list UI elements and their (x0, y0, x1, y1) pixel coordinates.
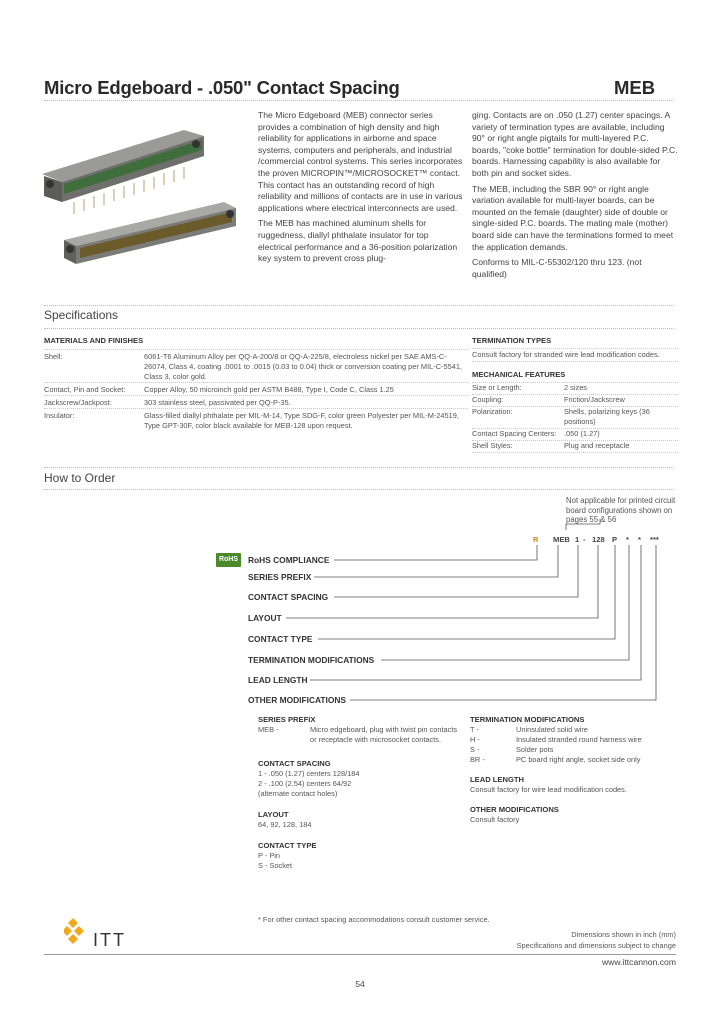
materials-label: Contact, Pin and Socket: (44, 385, 126, 394)
series-prefix-code: MEB - (258, 725, 279, 734)
termination-mod-row (470, 735, 678, 745)
termination-mod-desc: Uninsulated solid wire (516, 725, 588, 734)
lead-length-heading: LEAD LENGTH (470, 775, 524, 784)
order-label-series-prefix: SERIES PREFIX (248, 572, 312, 582)
series-prefix-heading: SERIES PREFIX (258, 715, 316, 724)
mechanical-value: Shells, polarizing keys (36 positions) (564, 407, 650, 426)
itt-logo-icon (64, 918, 90, 946)
materials-label: Jackscrew/Jackpost: (44, 398, 112, 407)
callout-line-spacing (334, 545, 578, 597)
mechanical-value: .050 (1.27) (564, 429, 600, 438)
termination-mod-row (470, 755, 678, 765)
order-label-other: OTHER MODIFICATIONS (248, 695, 347, 705)
layout-heading: LAYOUT (258, 810, 289, 819)
order-label-layout: LAYOUT (248, 613, 282, 623)
callout-line-termination (381, 545, 629, 660)
contact-type-line: S - Socket (258, 861, 293, 870)
termination-mod-code: H - (470, 735, 480, 744)
mechanical-value: Plug and receptacle (564, 441, 630, 450)
order-label-contact-spacing: CONTACT SPACING (248, 592, 329, 602)
materials-value: Copper Alloy, 50 microinch gold per ASTM B488, Type I, Code C, Class 1.25 (144, 385, 394, 394)
mechanical-label: Polarization: (472, 407, 513, 416)
part-code-lead: * (638, 535, 641, 544)
materials-heading: MATERIALS AND FINISHES (44, 336, 144, 345)
other-mods-text: Consult factory (470, 815, 520, 824)
order-label-lead-length: LEAD LENGTH (248, 675, 308, 685)
intro-paragraph: The Micro Edgeboard (MEB) connector series provides a combination of high density and high reliability for applications in airborne and space systems, computers and peripherals, and industrial /commercial control systems. This series incorporates the proven MICROPIN™/MICROSOCKET™ contact. This contact has an outstanding record of high reliability and millions of contacts are in use in various applications where electrical interconnects are used. (258, 110, 463, 213)
rohs-badge: RoHS (216, 553, 241, 567)
termination-mod-row (470, 745, 678, 755)
website-link[interactable]: www.ittcannon.com (601, 957, 676, 967)
termination-mod-code: BR - (470, 755, 485, 764)
termination-mod-code: T - (470, 725, 479, 734)
termination-mod-code: S - (470, 745, 480, 754)
page-title: Micro Edgeboard - .050" Contact Spacing (44, 77, 400, 98)
materials-label: Shell: (44, 352, 63, 361)
mechanical-label: Shell Styles: (472, 441, 513, 450)
intro-paragraph: ging. Contacts are on .050 (1.27) center spacings. A variety of termination types are available, including 90° or right angle pigtails for multi-layered P.C. boards, "coke bottle" termination for double-sided P.C. boards. Harnessing capability is also available for both pin and socket sides. (472, 110, 678, 178)
layout-text: 64, 92, 128, 184 (258, 820, 312, 829)
intro-paragraph: The MEB, including the SBR 90° or right angle variation available for multi-layer boards, can be mounted on the female (daughter) side of double or single-sided P.C. boards. The mating male (mother) board side can have the terminations formed to meet the application demands. (472, 183, 674, 252)
callout-line-rohs (334, 545, 537, 560)
callout-line-series (314, 545, 558, 577)
order-detail-right (470, 715, 678, 825)
materials-value: 6061-T6 Aluminum Alloy per QQ-A-200/8 or QQ-A-225/8, electroless nickel per SAE AMS-C-26074, Class 4, coating .0001 to .0015 (0.03 to 0.04) thick or conversion coating per MIL-C-5541, Class 3, color gold. (144, 352, 462, 381)
part-code-rohs: R (533, 535, 539, 544)
termination-types-heading: TERMINATION TYPES (472, 336, 552, 345)
other-mods-heading: OTHER MODIFICATIONS (470, 805, 559, 814)
page-number: 54 (355, 979, 365, 989)
mechanical-heading: MECHANICAL FEATURES (472, 370, 566, 379)
dimensions-note: Dimensions shown in inch (mm) (571, 930, 676, 939)
series-code: MEB (614, 77, 656, 98)
termination-mod-desc: Insulated stranded round harness wire (516, 735, 642, 744)
part-code-spacing: 1 (575, 535, 580, 544)
termination-mod-desc: Solder pots (516, 745, 554, 754)
termination-types-text: Consult factory for stranded wire lead modification codes. (472, 348, 678, 362)
contact-type-heading: CONTACT TYPE (258, 841, 317, 850)
series-prefix-row (258, 725, 464, 745)
intro-paragraph: The MEB has machined aluminum shells for ruggedness, diallyl phthalate insulator for top electrical performance and a 36-position polarization key system to prevent cross plug- (258, 218, 458, 264)
order-label-rohs: RoHS COMPLIANCE (248, 555, 330, 565)
part-code-contact: P (612, 535, 618, 544)
intro-paragraph: Conforms to MIL-C-55302/120 thru 123. (not qualified) (472, 257, 642, 279)
lead-length-text: Consult factory for wire lead modification codes. (470, 785, 627, 794)
mechanical-label: Size or Length: (472, 383, 522, 392)
contact-spacing-line: 2 - .100 (2.54) centers 64/92 (258, 779, 352, 788)
specifications-heading: Specifications (44, 308, 119, 322)
part-code-other: *** (650, 535, 659, 544)
callout-line-layout (286, 545, 598, 618)
termination-mod-desc: PC board right angle, socket side only (516, 755, 641, 764)
footer-rule (44, 954, 676, 955)
materials-label: Insulator: (44, 411, 75, 420)
part-code-layout: 128 (592, 535, 605, 544)
order-label-contact-type: CONTACT TYPE (248, 634, 313, 644)
series-prefix-desc: Micro edgeboard, plug with twist pin contacts or receptacle with microsocket contacts. (310, 725, 458, 744)
callout-line-other (350, 545, 656, 700)
part-code-series: MEB (553, 535, 570, 544)
order-footnote: * For other contact spacing accommodations consult customer service. (258, 915, 490, 924)
termination-mod-row (470, 725, 678, 735)
mechanical-value: 2 sizes (564, 383, 588, 392)
mechanical-label: Contact Spacing Centers: (472, 429, 557, 438)
specifications-note: Specifications and dimensions subject to change (516, 941, 676, 950)
mechanical-value: Friction/Jackscrew (564, 395, 625, 404)
materials-value: 303 stainless steel, passivated per QQ-P-35. (144, 398, 291, 407)
callout-line-note (566, 519, 600, 530)
itt-logo-text: ITT (93, 930, 126, 950)
how-to-order-heading: How to Order (44, 471, 116, 485)
termination-mods-heading: TERMINATION MODIFICATIONS (470, 715, 585, 724)
contact-type-line: P - Pin (258, 851, 281, 860)
mechanical-label: Coupling: (472, 395, 504, 404)
contact-spacing-line: (alternate contact holes) (258, 789, 338, 798)
materials-value: Glass-filled diallyl phthalate per MIL-M-14, Type SDG-F, color green Polyester per MIL-M-24519, Type GPT-30F, color black available for MEB-128 upon request. (144, 411, 459, 430)
order-detail-left (258, 715, 464, 871)
callout-line-contact (318, 545, 615, 639)
part-code-dash: - (583, 535, 586, 544)
not-applicable-note: Not applicable for printed circuit board configurations shown on pages 55 & 56 (566, 496, 676, 525)
order-label-termination: TERMINATION MODIFICATIONS (248, 655, 375, 665)
contact-spacing-heading: CONTACT SPACING (258, 759, 331, 768)
part-code-termination: * (626, 535, 629, 544)
contact-spacing-line: 1 - .050 (1.27) centers 128/184 (258, 769, 360, 778)
